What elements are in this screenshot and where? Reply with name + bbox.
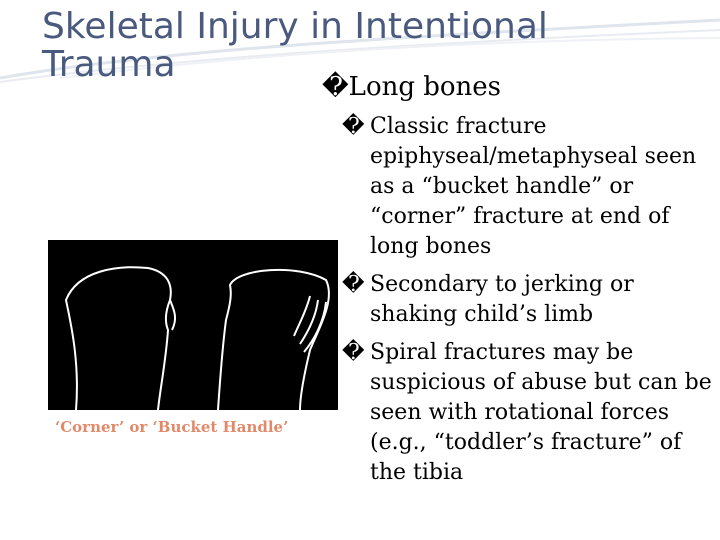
section-heading-text: Long bones <box>348 72 502 102</box>
section-heading <box>322 70 501 104</box>
bullet-glyph: � <box>342 114 365 139</box>
bullet-text: Classic fracture epiphyseal/metaphyseal seen as a “bucket handle” or “corner” fracture at end of long bones <box>370 114 697 259</box>
bullet-item <box>342 112 712 262</box>
bullet-text: Spiral fractures may be suspicious of abuse but can be seen with rotational forces (e.g., “toddler’s fracture” of the tibia <box>370 340 712 485</box>
slide-title-line-1: Skeletal Injury in Intentional <box>42 6 548 47</box>
bullet-glyph: � <box>342 272 365 297</box>
bone-fracture-illustration <box>48 240 338 410</box>
figure-caption: ‘Corner’ or ‘Bucket Handle’ <box>55 418 289 436</box>
bullet-item <box>342 338 712 488</box>
slide-title-line-2: Trauma <box>42 44 176 85</box>
bullet-text: Secondary to jerking or shaking child’s limb <box>370 272 634 327</box>
bullet-item <box>342 270 712 330</box>
bullet-glyph: � <box>322 72 349 102</box>
bullet-glyph: � <box>342 340 365 365</box>
